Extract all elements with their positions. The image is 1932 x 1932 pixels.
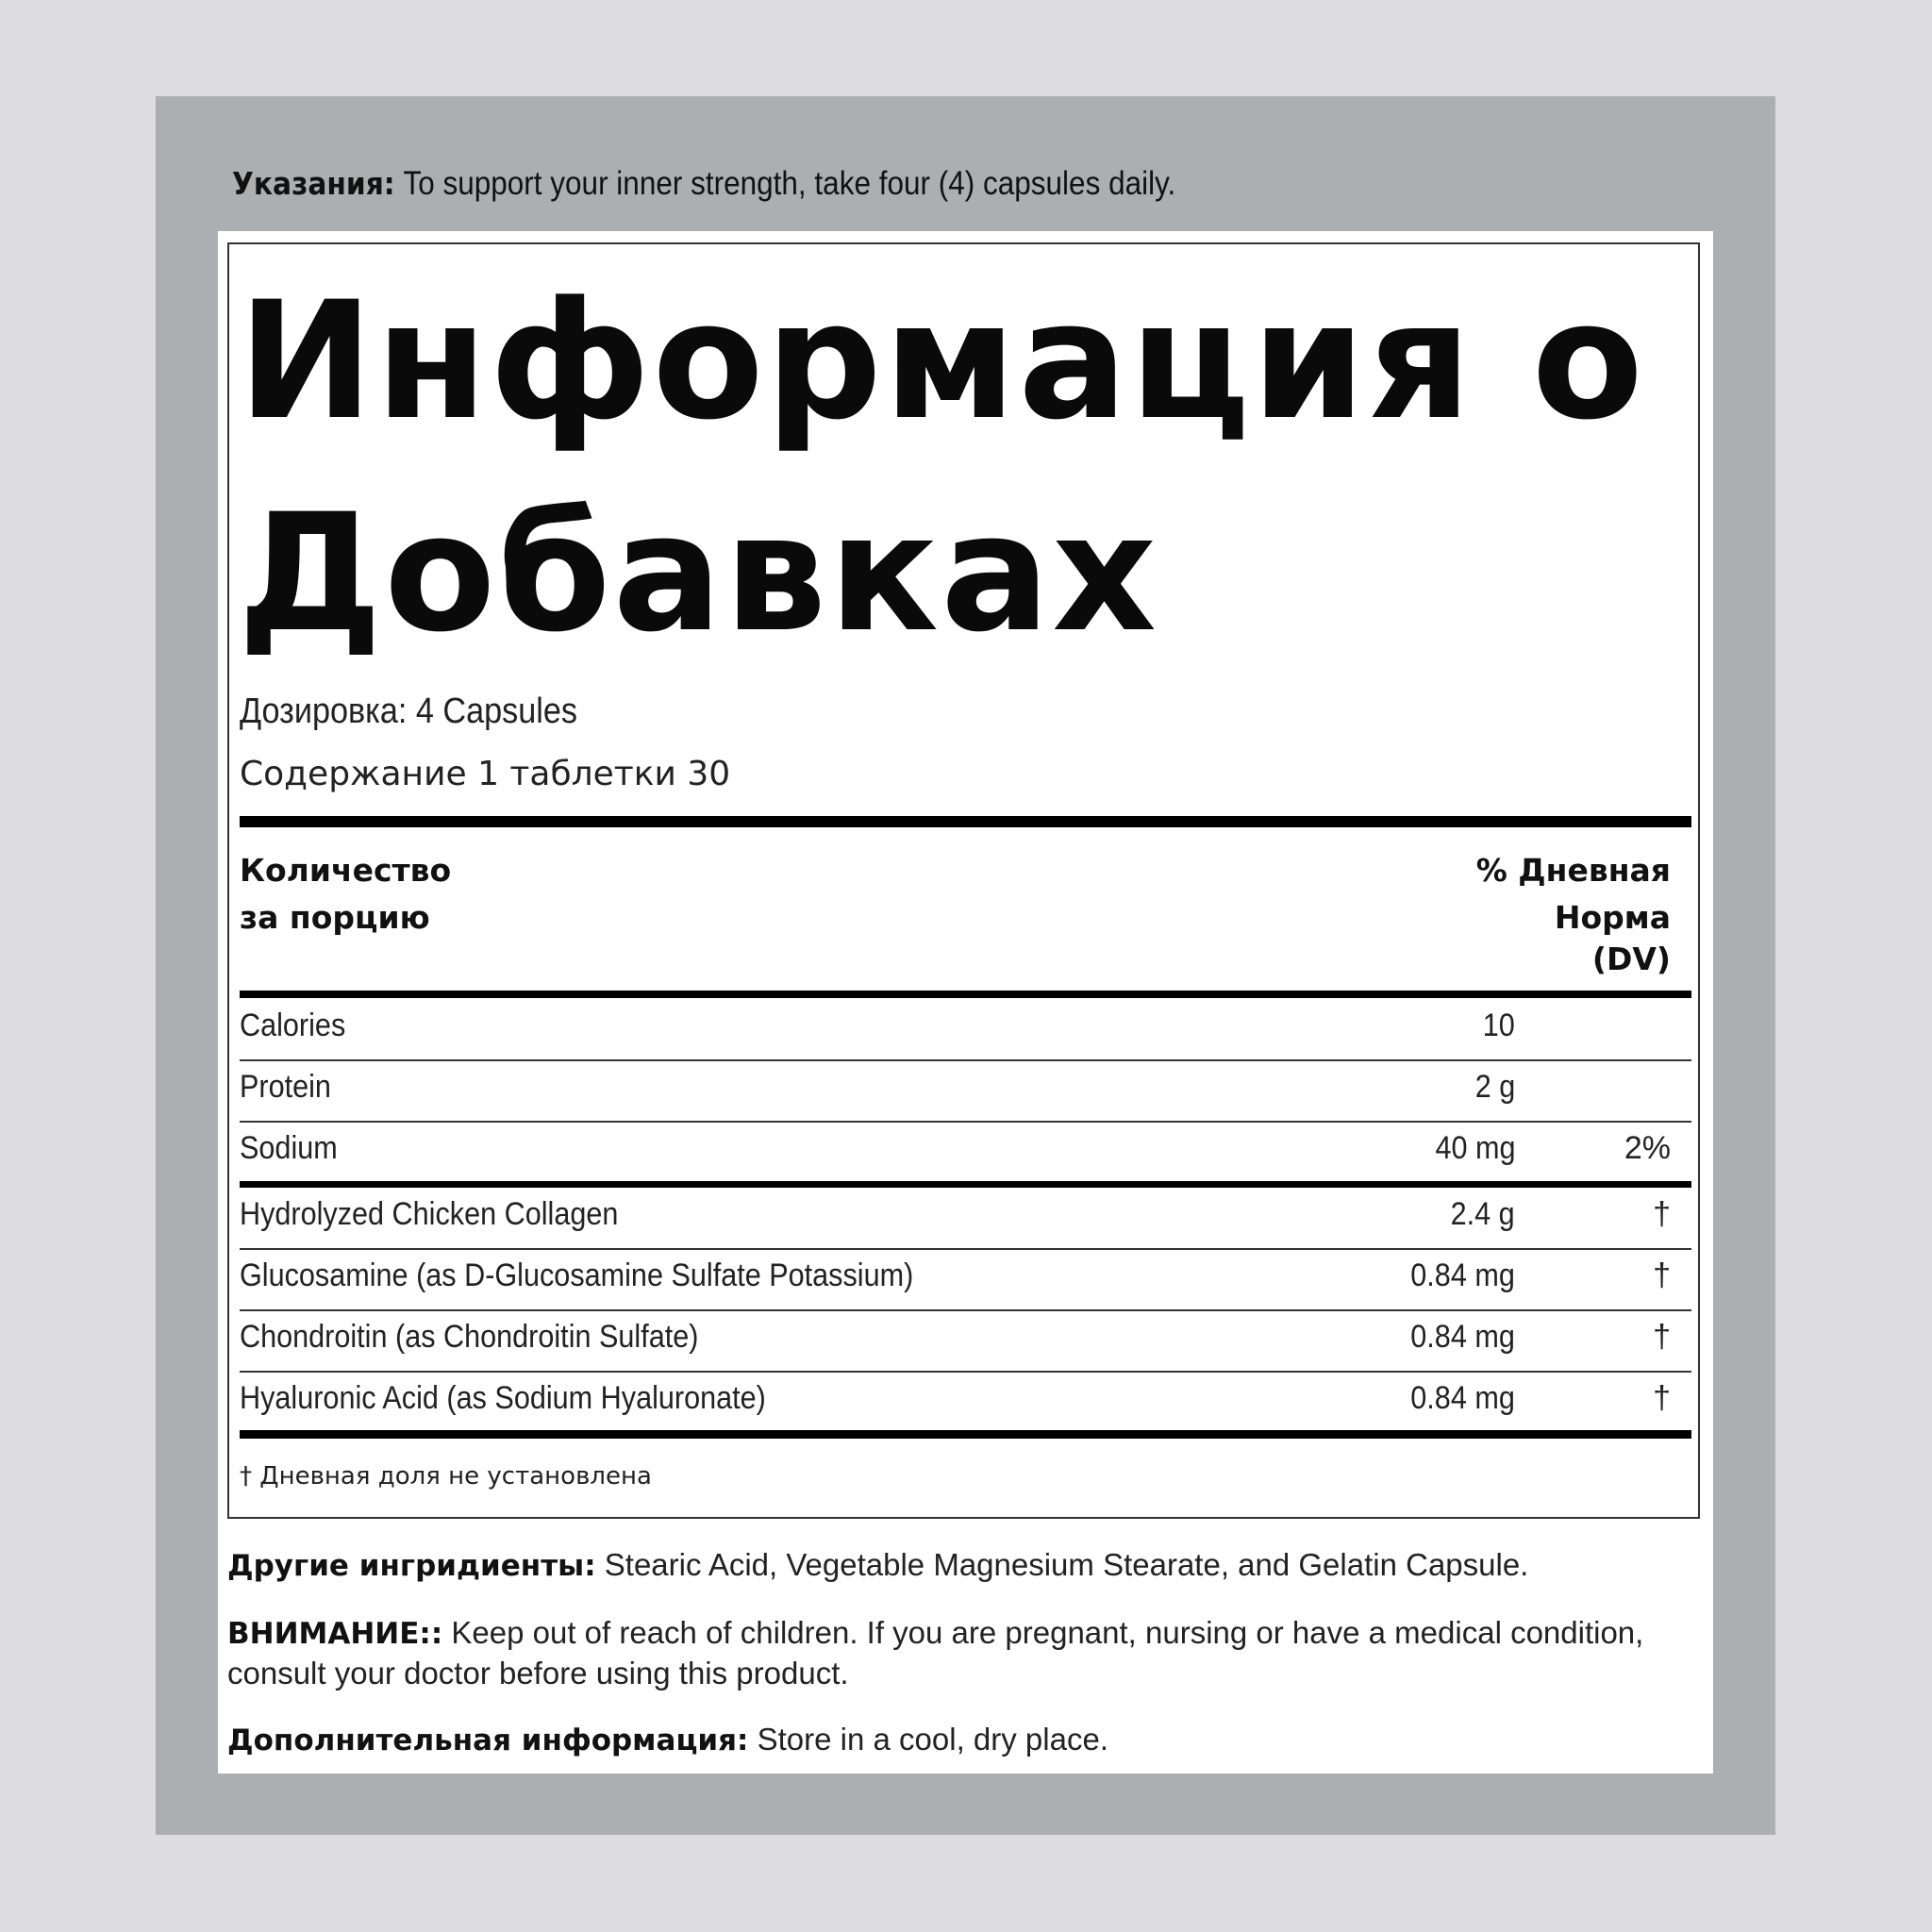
nutrient-amount: 0.84 mg	[1410, 1380, 1515, 1416]
other-ingredients-text: Stearic Acid, Vegetable Magnesium Stearate, and Gelatin Capsule.	[595, 1547, 1529, 1582]
servings-per-container: Содержание 1 таблетки 30	[240, 755, 731, 793]
nutrient-name: Glucosamine (as D-Glucosamine Sulfate Potassium)	[240, 1257, 914, 1293]
directions-text: To support your inner strength, take four (4) capsules daily.	[394, 165, 1176, 202]
nutrient-name: Hyaluronic Acid (as Sodium Hyaluronate)	[240, 1380, 766, 1416]
page-title: Информация о Добавках	[238, 266, 1645, 668]
daily-value-header	[1415, 847, 1671, 977]
nutrient-amount: 0.84 mg	[1410, 1257, 1515, 1293]
table-row	[240, 1187, 1671, 1243]
divider-thick	[240, 1430, 1691, 1439]
nutrient-amount: 2.4 g	[1450, 1196, 1515, 1232]
nutrient-name: Chondroitin (as Chondroitin Sulfate)	[240, 1319, 699, 1355]
footnote: † Дневная доля не установлена	[240, 1462, 652, 1491]
warning-label: ВНИМАНИЕ::	[227, 1617, 443, 1651]
nutrient-name: Hydrolyzed Chicken Collagen	[240, 1196, 619, 1232]
divider-thick	[240, 816, 1691, 827]
dv-header-line1: % Дневная	[1475, 852, 1671, 889]
dv-header-line2: Норма	[1554, 899, 1671, 936]
nutrient-name: Sodium	[240, 1130, 338, 1166]
additional-info-text: Store in a cool, dry place.	[748, 1722, 1108, 1757]
serving-size: Дозировка: 4 Capsules	[240, 691, 578, 731]
divider-thick	[240, 991, 1691, 998]
nutrient-name: Calories	[240, 1008, 346, 1043]
additional-info-label: Дополнительная информация:	[227, 1724, 749, 1757]
table-row	[240, 1371, 1671, 1427]
directions	[232, 160, 1175, 208]
additional-info	[227, 1720, 1685, 1760]
warning	[227, 1613, 1685, 1693]
nutrient-dv: †	[1653, 1196, 1671, 1232]
amount-header-line1: Количество	[240, 852, 452, 889]
other-ingredients	[227, 1545, 1685, 1586]
table-row	[240, 1121, 1671, 1177]
amount-header-line2: за порцию	[240, 899, 430, 936]
dv-header-line3: (DV)	[1591, 941, 1671, 977]
table-row	[240, 1059, 1671, 1116]
nutrient-dv: †	[1653, 1380, 1671, 1416]
amount-per-serving-header	[240, 847, 451, 941]
nutrient-name: Protein	[240, 1069, 331, 1105]
nutrient-amount: 0.84 mg	[1410, 1319, 1515, 1355]
warning-text: Keep out of reach of children. If you are pregnant, nursing or have a medical condition, consult your doctor before using this product.	[227, 1615, 1644, 1690]
nutrient-dv: †	[1653, 1257, 1671, 1293]
nutrient-amount: 10	[1482, 1008, 1515, 1043]
directions-label: Указания:	[232, 165, 395, 202]
nutrient-amount: 40 mg	[1434, 1130, 1515, 1166]
nutrient-dv: 2%	[1624, 1130, 1671, 1166]
table-row	[240, 998, 1671, 1055]
nutrient-dv: †	[1653, 1319, 1671, 1355]
table-row	[240, 1309, 1671, 1366]
table-row	[240, 1248, 1671, 1305]
other-ingredients-label: Другие ингридиенты:	[227, 1549, 596, 1583]
nutrient-amount: 2 g	[1474, 1069, 1515, 1105]
